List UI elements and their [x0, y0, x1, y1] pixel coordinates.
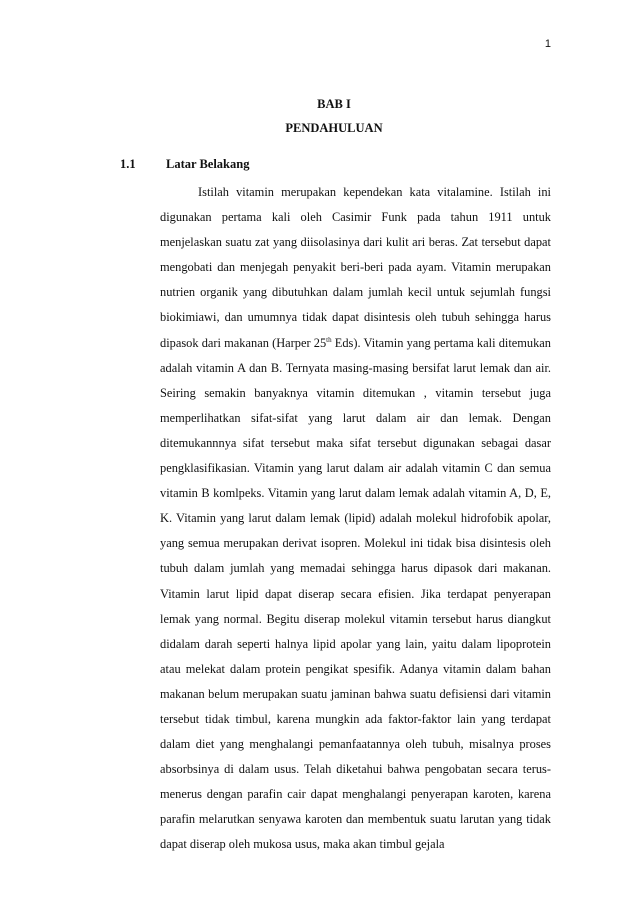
- page-number: 1: [544, 38, 551, 50]
- paragraph-text-part2: Eds). Vitamin yang pertama kali ditemukan adalah vitamin A dan B. Ternyata masing-masing bersifat larut lemak dan air. Seiring semakin banyaknya vitamin ditemukan , vitamin tersebut juga memperlihatkan sifat-sifat yang larut dalam air dan lemak. Dengan ditemukannnya sifat tersebut maka sifat tersebut digunakan sebagai dasar pengklasifikasian. Vitamin yang larut dalam air adalah vitamin C dan semua vitamin B komlpeks. Vitamin yang larut dalam lemak adalah vitamin A, D, E, K. Vitamin yang larut dalam lemak (lipid) adalah molekul hidrofobik apolar, yang semua merupakan derivat isopren. Molekul ini tidak bisa disintesis oleh tubuh dalam jumlah yang memadai sehingga harus dipasok dari makanan. Vitamin larut lipid dapat diserap secara efisien. Jika terdapat penyerapan lemak yang normal. Begitu diserap molekul vitamin tersebut harus diangkut didalam darah seperti halnya lipid apolar yang lain, yaitu dalam lipoprotein atau melekat dalam protein pengikat spesifik. Adanya vitamin dalam bahan makanan belum merupakan suatu jaminan bahwa suatu defisiensi dari vitamin tersebut tidak timbul, karena mungkin ada faktor-faktor lain yang terdapat dalam diet yang menghalangi pemanfaatannya oleh tubuh, misalnya proses absorbsinya di dalam usus. Telah diketahui bahwa pengobatan secara terus-menerus dengan parafin cair dapat menghalangi penyerapan karoten, karena parafin melarutkan senyawa karoten dan membentuk suatu larutan yang tidak dapat diserap oleh mukosa usus, maka akan timbul gejala: [160, 335, 551, 852]
- section-heading: [120, 157, 249, 172]
- edition-superscript: th: [326, 335, 332, 344]
- chapter-title: PENDAHULUAN: [285, 121, 383, 135]
- section-number: 1.1: [120, 157, 136, 171]
- section-title: Latar Belakang: [166, 157, 250, 171]
- chapter-heading: [0, 92, 638, 140]
- body-paragraph: [160, 180, 551, 858]
- paragraph-text-part1: Istilah vitamin merupakan kependekan kata vitalamine. Istilah ini digunakan pertama kali oleh Casimir Funk pada tahun 1911 untuk menjelaskan suatu zat yang diisolasinya dari kulit ari beras. Zat tersebut dapat mengobati dan menjegah penyakit beri-beri pada ayam. Vitamin merupakan nutrien organik yang dibutuhkan dalam jumlah kecil untuk sejumlah fungsi biokimiawi, dan umumnya tidak dapat disintesis oleh tubuh sehingga harus dipasok dari makanan (Harper 25: [160, 185, 551, 350]
- chapter-label: BAB I: [317, 97, 351, 111]
